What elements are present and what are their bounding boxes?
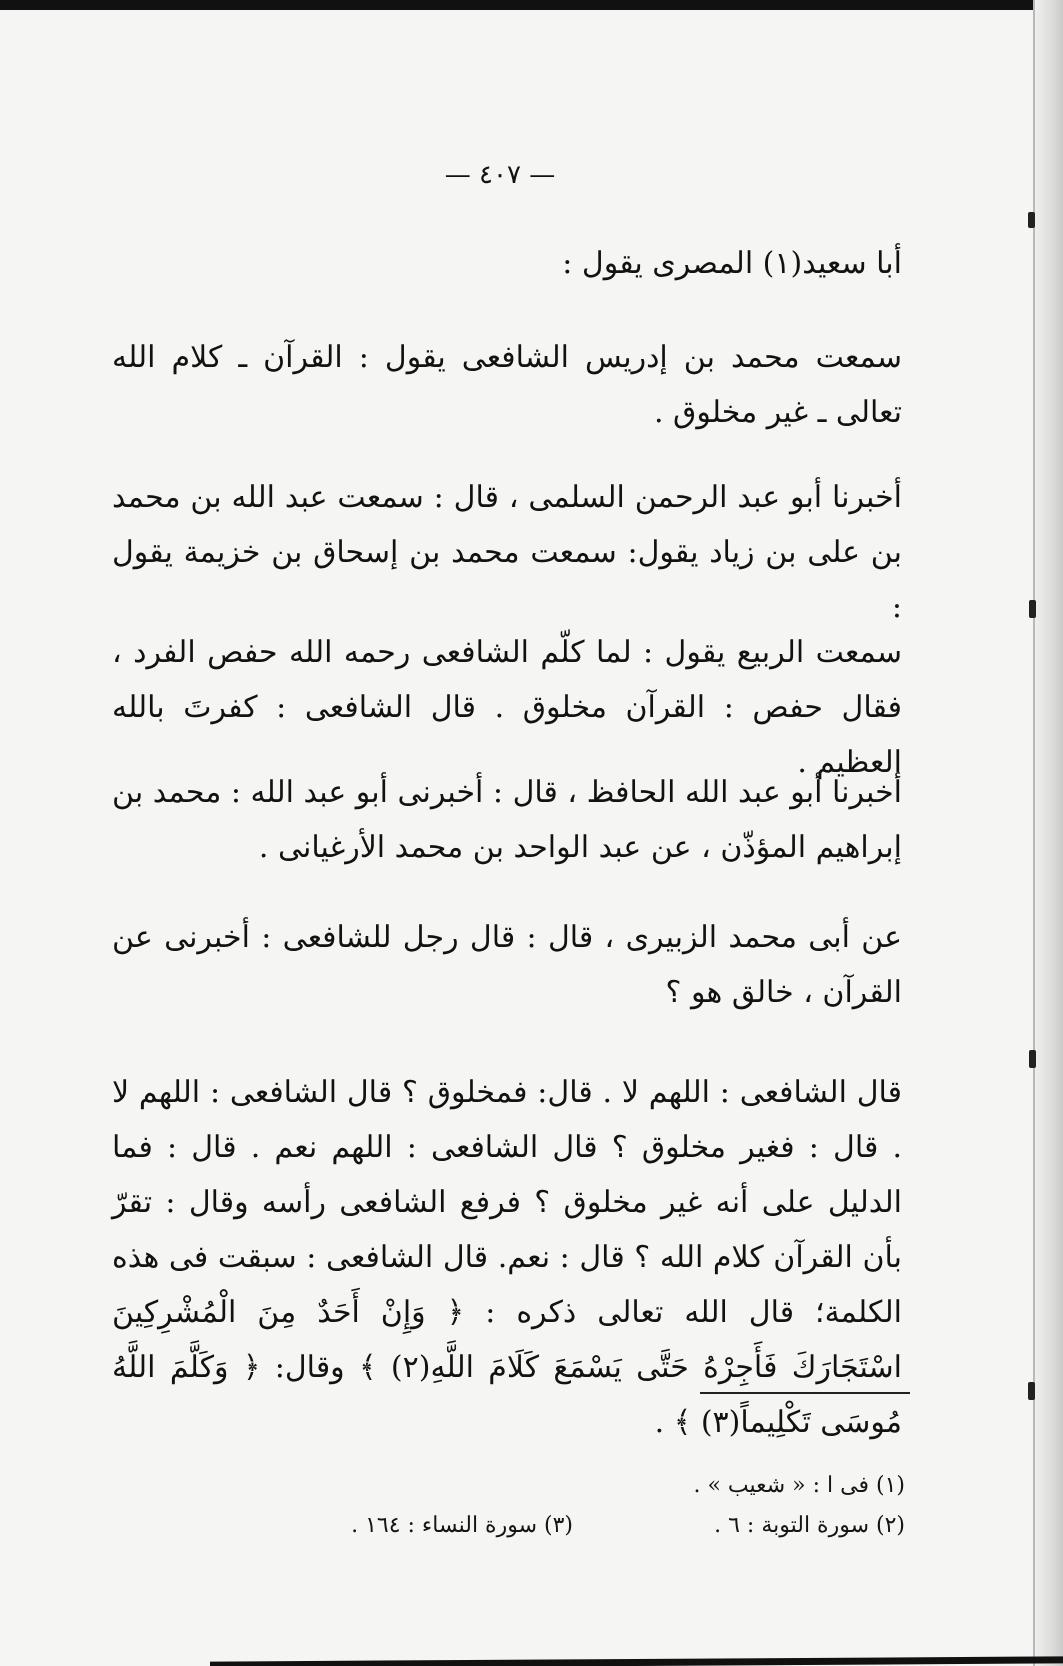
paragraph-3: أخبرنا أبو عبد الرحمن السلمى ، قال : سمعت عبد الله بن محمد بن على بن زياد يقول: سمعت محمد بن إسحاق بن خزيمة يقول : <box>112 480 902 625</box>
paragraph-2: سمعت محمد بن إدريس الشافعى يقول : القرآن ـ كلام الله تعالى ـ غير مخلوق . <box>112 340 902 430</box>
footnote-separator <box>700 1392 910 1394</box>
paragraph-4: سمعت الربيع يقول : لما كلّم الشافعى رحمه الله حفص الفرد ، فقال حفص : القرآن مخلوق . قال الشافعى : كفرتَ بالله العظيم . <box>112 635 902 780</box>
scan-edge-mark <box>1029 600 1036 618</box>
scan-top-shadow <box>0 0 1063 10</box>
scan-right-edge <box>1035 0 1063 1666</box>
footnote-1: (١) فى ا : « شعيب » . <box>693 1473 905 1498</box>
scan-edge-mark <box>1029 1050 1036 1068</box>
paragraph-1: أبا سعيد(١) المصرى يقول : <box>562 246 902 281</box>
footnote-3: (٣) سورة النساء : ١٦٤ . <box>351 1513 573 1538</box>
scan-edge-mark <box>1028 212 1035 228</box>
paragraph-6: عن أبى محمد الزبيرى ، قال : قال رجل للشافعى : أخبرنى عن القرآن ، خالق هو ؟ <box>112 920 902 1010</box>
footnote-2: (٢) سورة التوبة : ٦ . <box>714 1513 905 1538</box>
page-number: — ٤٠٧ — <box>444 160 556 190</box>
scan-bottom-line <box>210 1656 1063 1666</box>
paragraph-7: قال الشافعى : اللهم لا . قال: فمخلوق ؟ قال الشافعى : اللهم لا . قال : فغير مخلوق ؟ قال الشافعى : اللهم نعم . قال : فما الدليل على أنه غير مخلوق ؟ فرفع الشافعى رأسه وقال : تقرّ بأن القرآن كلام الله ؟ قال : نعم. قال الشافعى : سبقت فى هذه الكلمة؛ قال الله تعالى ذكره : ﴿ وَإِنْ أَحَدٌ مِنَ الْمُشْرِكِينَ اسْتَجَارَكَ فَأَجِرْهُ حَتَّى يَسْمَعَ كَلَامَ اللَّهِ(٢) ﴾ وقال: ﴿ وَكَلَّمَ اللَّهُ مُوسَى تَكْلِيماً(٣) ﴾ . <box>112 1075 902 1440</box>
scan-edge-mark <box>1028 1382 1035 1400</box>
paragraph-5: أخبرنا أبو عبد الله الحافظ ، قال : أخبرنى أبو عبد الله : محمد بن إبراهيم المؤذّن ، عن عبد الواحد بن محمد الأرغيانى . <box>112 775 902 865</box>
